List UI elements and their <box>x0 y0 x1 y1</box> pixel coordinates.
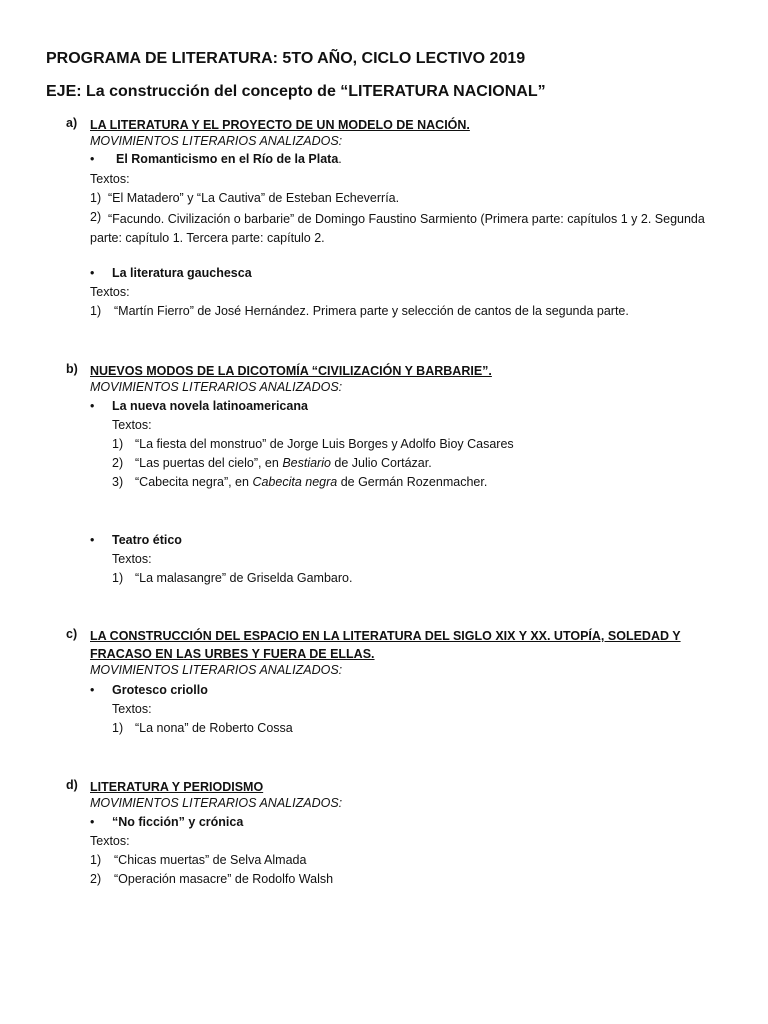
text-item: “La malasangre” de Griselda Gambaro. <box>135 571 353 585</box>
document-title: PROGRAMA DE LITERATURA: 5TO AÑO, CICLO LECTIVO 2019 <box>46 50 526 67</box>
item-number: 1) <box>90 304 102 318</box>
item-number: 2) <box>90 872 102 886</box>
text-item: “Facundo. Civilización o barbarie” de Domingo Faustino Sarmiento (Primera parte: capítulos 1 y 2. Segunda parte: capítulo 1. Tercera parte: capítulo 2. <box>90 212 705 245</box>
bullet: • <box>90 815 95 829</box>
section-heading: LA LITERATURA Y EL PROYECTO DE UN MODELO DE NACIÓN. <box>90 118 470 132</box>
section-heading: LITERATURA Y PERIODISMO <box>90 780 264 794</box>
text-item: “La nona” de Roberto Cossa <box>135 721 293 735</box>
textos-label: Textos: <box>90 285 130 299</box>
section-letter: c) <box>66 627 78 641</box>
item-number: 1) <box>112 721 124 735</box>
textos-label: Textos: <box>90 172 130 186</box>
text-item: “Cabecita negra”, en Cabecita negra de Germán Rozenmacher. <box>135 475 488 489</box>
textos-label: Textos: <box>90 834 130 848</box>
movement-name: Teatro ético <box>112 533 182 547</box>
section-letter: a) <box>66 116 78 130</box>
item-number: 2) <box>90 210 102 224</box>
bullet: • <box>90 152 95 166</box>
eje-heading: EJE: La construcción del concepto de “LITERATURA NACIONAL” <box>46 83 546 100</box>
section-heading: LA CONSTRUCCIÓN DEL ESPACIO EN LA LITERATURA DEL SIGLO XIX Y XX. UTOPÍA, SOLEDAD Y FRACASO EN LAS URBES Y FUERA DE ELLAS. <box>90 629 681 661</box>
text-item: “Martín Fierro” de José Hernández. Primera parte y selección de cantos de la segunda parte. <box>114 304 629 318</box>
text-item: “La fiesta del monstruo” de Jorge Luis Borges y Adolfo Bioy Casares <box>135 437 514 451</box>
movement-name: “No ficción” y crónica <box>112 815 244 829</box>
section-subtitle: MOVIMIENTOS LITERARIOS ANALIZADOS: <box>90 380 343 394</box>
textos-label: Textos: <box>112 702 152 716</box>
item-number: 3) <box>112 475 124 489</box>
movement-name: El Romanticismo en el Río de la Plata. <box>116 152 342 166</box>
section-subtitle: MOVIMIENTOS LITERARIOS ANALIZADOS: <box>90 663 343 677</box>
text-item: “Chicas muertas” de Selva Almada <box>114 853 307 867</box>
item-number: 1) <box>112 571 124 585</box>
item-number: 1) <box>112 437 124 451</box>
bullet: • <box>90 533 95 547</box>
bullet: • <box>90 399 95 413</box>
bullet: • <box>90 683 95 697</box>
movement-name: La nueva novela latinoamericana <box>112 399 308 413</box>
section-letter: d) <box>66 778 78 792</box>
bullet: • <box>90 266 95 280</box>
item-number: 1) <box>90 191 102 205</box>
text-item: “Operación masacre” de Rodolfo Walsh <box>114 872 334 886</box>
section-letter: b) <box>66 362 78 376</box>
movement-name: La literatura gauchesca <box>112 266 252 280</box>
text-item: “El Matadero” y “La Cautiva” de Esteban Echeverría. <box>108 191 400 205</box>
section-subtitle: MOVIMIENTOS LITERARIOS ANALIZADOS: <box>90 134 343 148</box>
textos-label: Textos: <box>112 418 152 432</box>
section-heading: NUEVOS MODOS DE LA DICOTOMÍA “CIVILIZACIÓN Y BARBARIE”. <box>90 364 492 378</box>
section-subtitle: MOVIMIENTOS LITERARIOS ANALIZADOS: <box>90 796 343 810</box>
text-item: “Las puertas del cielo”, en Bestiario de Julio Cortázar. <box>135 456 432 470</box>
movement-name: Grotesco criollo <box>112 683 208 697</box>
item-number: 2) <box>112 456 124 470</box>
textos-label: Textos: <box>112 552 152 566</box>
item-number: 1) <box>90 853 102 867</box>
